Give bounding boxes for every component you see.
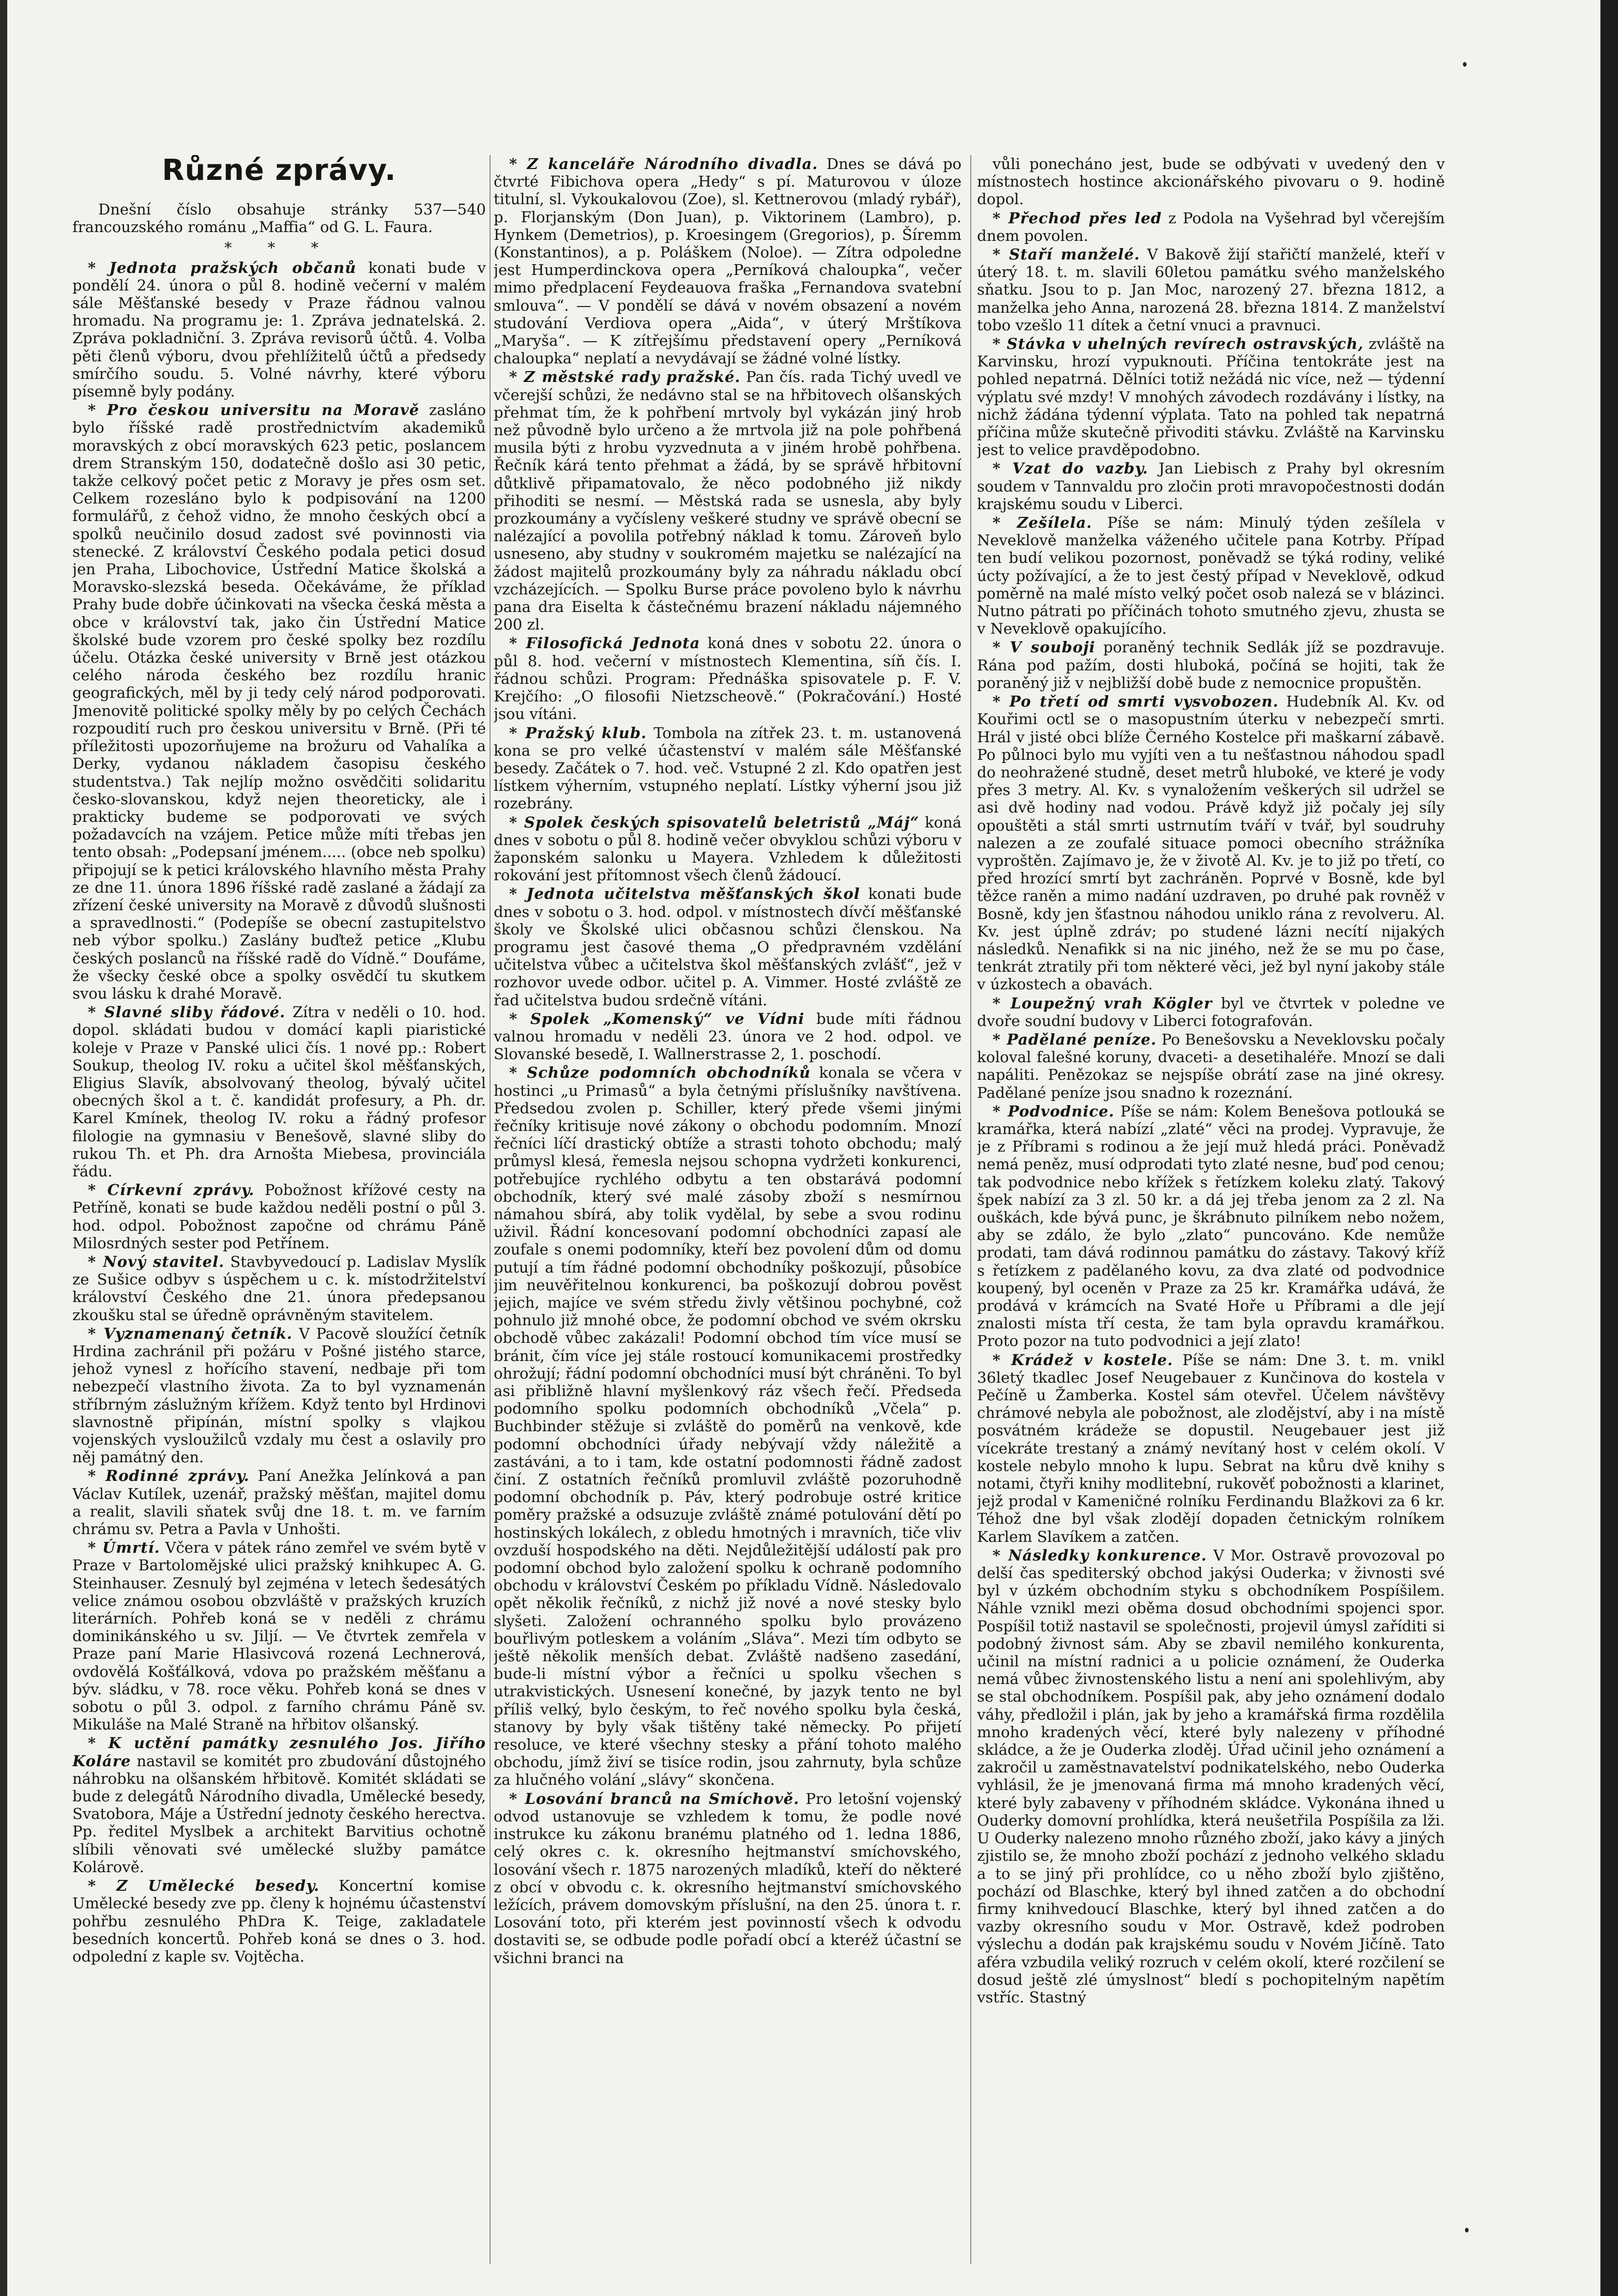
news-item-text: byl ve čtvrtek v poledne ve dvoře soudní budovy v Liberci fotografován. <box>977 994 1445 1030</box>
news-item <box>72 1181 486 1252</box>
column-1 <box>72 155 486 2264</box>
news-item-text: Stavbyvedoucí p. Ladislav Myslík ze Sušice odbyv s úspěchem u c. k. místodržitelství království Českého dne 21. února předepsanou zkoušku stal se úředně oprávněným stavitelem. <box>72 1252 486 1324</box>
news-item-text: Pro letošní vojenský odvod ustanovuje se vzhledem k tomu, že podle nové instrukce ku zákonu branému platného od 1. ledna 1886, celý okres c. k. okresního hejtmanství smíchovského, losování všech r. 1875 narozených mladíků, kteří do některé z obcí v obvodu c. k. okresního hejtmanství smíchovského ležících, právem domovským příslušní, na den 25. února t. r. Losování toto, při kterém jest povinností všech k odvodu dostaviti se, se odbude podle pořadí obcí a kteréž účastní se všichni branci na <box>494 1789 961 1967</box>
news-item <box>977 1547 1445 2006</box>
news-item <box>977 209 1445 244</box>
news-item <box>977 335 1445 458</box>
news-item <box>72 1877 486 1965</box>
news-item-text: koná dnes v sobotu o půl 8. hodině večer obvyklou schůzi výboru v žaponském salonku u Mayera. Vzhledem k důležitosti rokování jest přítomnost všech členů žádoucí. <box>494 813 961 884</box>
news-item-heading: * Z městské rady pražské. <box>509 368 741 386</box>
news-item-heading: * Krádež v kostele. <box>993 1351 1173 1369</box>
news-item-heading: * Církevní zprávy. <box>88 1181 255 1199</box>
news-item <box>72 401 486 1002</box>
news-item-heading: * Z Umělecké besedy. <box>88 1877 319 1895</box>
news-item <box>72 1734 486 1876</box>
news-item-text: poraněný technik Sedlák jíž se pozdravuje. Rána pod pažím, dosti hluboká, počíná se hojiti, tak že poraněný již v nejbližší době bude z nemocnice propuštěn. <box>977 638 1445 692</box>
news-item-text: V Mor. Ostravě provozoval po delší čas spediterský obchod jakýsi Ouderka; v živnosti své byl v úzkém obchodním styku s obchodníkem Pospíšilem. Náhle vznikl mezi oběma dosud obchodními spojenci spor. Pospíšil totiž nastavil se společnosti, projevil úmysl zaříditi si podobný živnost sám. Aby se zbavil nemilého konkurenta, učinil na místní radnici a u policie oznámení, že Ouderka nemá vůbec živnostenského listu a není ani spolehlivým, aby se stal obchodníkem. Pospíšil pak, aby jeho oznámení dodalo váhy, předložil i plán, jak by jeho a kramářská firma rozdělila mnoho kradených věcí, které byly nalezeny v příhodné skládce, a že je Ouderka zloděj. Úřad učinil jeho oznámení a zakročil u zaměstnavatelství podnikatelského, nebo Ouderka vyhlásil, že je jmenovaná firma má mnoho kradených věcí, které byly zabaveny v příhodném skládce. Vykonána ihned u Ouderky domovní prohlídka, která neušetřila Pospíšila za lži. U Ouderky nalezeno mnoho různého zboží, jako kávy a jiných zjistilo se, že mnoho zboží pochází z jednoho velkého skladu a to se jiný při prohlídce, co u něho zboží bylo zjištěno, pochází od Blaschke, který byl ihned zatčen a do obchodní firmy knihvedoucí Blaschke, který byl ihned zatčen a do vazby okresního soudu v Mor. Ostravě, kdež podroben výslechu a dodán pak krajskému soudu v Novém Jičíně. Tato aféra vzbudila veliký rozruch v celém okolí, které rozčilení se dosud ještě zlé úmyslnost“ bledí s pochopitelným napětím vstříc. Stastný <box>977 1546 1445 2006</box>
news-item-heading: * Úmrtí. <box>88 1539 160 1557</box>
news-item-heading: * K uctění památky zesnulého Jos. Jiřího Koláre <box>72 1734 486 1770</box>
news-item <box>72 1539 486 1733</box>
news-item <box>72 259 486 401</box>
column-2 <box>494 155 961 2264</box>
news-item <box>977 514 1445 637</box>
news-item <box>494 1010 961 1063</box>
news-item-text: V Pacově sloužící četník Hrdina zachránil při požáru v Pošné jistého starce, jehož vynesl z hořícího stavení, nedbaje při tom nebezpečí vlastního života. Za to byl vyznamenán stříbrným záslužným křížem. Když tento byl Hrdinovi slavnostně připínán, místní spolky s vlajkou vojenských vysloužilců vzdaly mu čest a oslavily pro něj památný den. <box>72 1324 486 1466</box>
news-item-heading: * Následky konkurence. <box>993 1546 1207 1564</box>
column-3-items <box>977 155 1445 2006</box>
column-rule <box>490 155 491 2264</box>
news-item-text: zasláno bylo říšské radě prostřednictvím akademiků moravských z obcí moravských 623 petic, poslancem drem Stranským 150, dodatečně došlo asi 30 petic, takže celkový počet petic z Moravy je přes osm set. Celkem rozesláno bylo k podpisování na 1200 formulářů, z čehož vidno, že mnoho českých obcí a spolků neučinilo dosud zadost své povinnosti via stenecké. Z království Českého podala petici dosud jen Praha, Libochovice, Ústřední Matice školská a Moravsko-slezská beseda. Očekáváme, že příklad Prahy bude dobře účinkovati na všecka česká města a obce v království tak, jako čin Ústřední Matice školské bude vzorem pro české spolky bez rozdílu účelu. Otázka české university v Brně jest otázkou celého národa českého bez rozdílu hranic geografických, měl by ji tedy celý národ podporovati. Jmenovitě politické spolky měly by po celých Čechách rozpoudití ruch pro českou universitu v Brně. (Při té příležitosti upozorňujeme na brožuru od Vahalíka a Derky, vydanou nákladem časopisu českého studentstva.) Tak nejlíp možno osvědčiti solidaritu česko-slovanskou, když nejen theoreticky, ale i prakticky budeme se podporovati ve svých požadavcích na vzájem. Petice může míti třebas jen tento obsah: „Podepsaní jménem..... (obce neb spolku) připojují se k petici královského hlavního města Prahy ze dne 11. února 1896 říšské radě zaslané a žádají za zřízení české university na Moravě z důvodů slušnosti a spravedlnosti.“ (Podepíše se obecní zastupitelstvo neb výbor spolku.) Zaslány buďtež petice „Klubu českých poslanců na říšské radě do Vídně.“ Doufáme, že všecky české obce a spolky osvědčí tu skutkem svou lásku k drahé Moravě. <box>72 401 486 1002</box>
news-item-heading: * Z kanceláře Národního divadla. <box>509 155 818 173</box>
news-item-heading: * Zešílela. <box>993 514 1092 532</box>
news-item <box>72 1467 486 1538</box>
news-item-text: Pan čís. rada Tichý uvedl ve včerejší schůzi, že nedávno stal se na hřbitovech olšanských přehmat tím, že k pohřbení mrtvoly byl vykázán jiný hrob než původně bylo určeno a že mrtvola již na pole pohřbená musila býti z hrobu vyzvednuta a v jiném hrobě pohřbena. Řečník kárá tento přehmat a žádá, by se správě hřbitovní důtklivě připamatovalo, že něco podobného již nikdy přihoditi se nesmí. — Městská rada se usnesla, aby byly prozkoumány a vyčísleny veškeré studny ve správě obecní se nalézající a povolila potřebný náklad k tomu. Zároveň bylo usneseno, aby studny v soukromém majetku se nalézající na žádost majitelů prozkoumány byly za náhradu nákladu obcí vzcházejících. — Spolku Burse práce povoleno bylo k návrhu pana dra Eiselta k částečnému brazení nákladu nájemného 200 zl. <box>494 368 961 634</box>
news-item-heading: * Spolek „Komenský“ ve Vídni <box>509 1009 805 1028</box>
news-item-text: konala se včera v hostinci „u Primasů“ a byla četnými příslušníky navštívena. Předsedou zvolen p. Schiller, který přede všemi jinými řečníky kritisuje nové zákony o obchodu podomním. Mnozí řečníci líčí drastický obtíže a strasti tohoto obchodu; malý průmysl klesá, řemesla nejsou schopna vydržeti konkurenci, potřebujíce rychlého odbytu a ten obstarává podomní obchodník, který své malé zásoby zboží s nesmírnou námahou sbírá, aby tolik vydělal, by sebe a svou rodinu uživil. Řádní koncesovaní podomní obchodníci zapasí ale zoufale s onemi podomníky, kteří bez povolení dům od domu putují a tím řádné podomní obchodníky poškozují, působíce jim neuvěřitelnou konkurenci, ba poškozují dobrou pověst jejich, majíce ve svém středu živly většinou pochybné, což pohnulo již mnohé obce, že podomní obchod ve svém okrsku obchodě vůbec zakázali! Podomní obchod tím více musí se bránit, čím více jej stále rostoucí komunikacemi prostředky ohrožují; řádní podomní obchodníci musí být chráněni. To byl asi přibližně hlavní myšlenkový ráz všech řečí. Předseda podomního spolku podomních obchodníků „Včela“ p. Buchbinder stěžuje si zvláště do poměrů na venkově, kde podomní obchodníci úřady nebývají vždy náležitě a zastáváni, a to i tam, kde ostatní podomnosti řádně zadost činí. Z ostatních řečníků promluvil zvláště pozoruhodně podomní obchodník p. Páv, který podrobuje ostré kritice poměry pražské a odsuzuje zvláště známé potulování dětí po hostinských lokálech, z obledu hmotných i mravních, tiče vliv ovzduší hospodského na děti. Nejdůležitější událostí pak pro podomní obchod bylo založení spolku k ochraně podomního obchodu v království Českém po příkladu Vídně. Následovalo opět několik řečníků, z nichž již nové a nové stesky bylo slyšeti. Založení ochranného spolku bylo provázeno bouřlivým potleskem a voláním „Sláva“. Mezi tím odbyto se ještě několik menších debat. Zvláště nadšeno zasedání, bude-li místní výbor a řečníci u spolku všechen s utrakvistických. Usnesení konečné, by jazyk tento ne byl příliš velký, bylo českým, to řeč nového spolku byla česká, stanovy by byly však tištěny také německy. Po přijetí resoluce, ve které všechny stesky a přání tohoto malého obchodu, jímž živí se tisíce rodin, jsou zahrnuty, byla schůze za hlučného volání „slávy“ skončena. <box>494 1064 961 1789</box>
news-item-text: V Bakově žijí stařičtí manželé, kteří v úterý 18. t. m. slavili 60letou památku svého manželského sňatku. Jsou to p. Jan Moc, narozený 27. března 1812, a manželka jeho Anna, narozená 28. března 1814. Z manželství tobo vzešlo 11 dítek a četní vnuci a pravnuci. <box>977 246 1445 334</box>
news-item <box>494 155 961 367</box>
news-item-heading: * V souboji <box>993 638 1095 656</box>
news-item <box>977 460 1445 513</box>
news-item-heading: * Vyznamenaný četník. <box>88 1324 293 1342</box>
news-item-heading: * Padělané peníze. <box>993 1030 1157 1048</box>
news-item <box>494 885 961 1008</box>
news-item <box>977 693 1445 993</box>
news-item-text: bude míti řádnou valnou hromadu v neděli 23. února ve 2 hod. odpol. ve Slovanské besedě, I. Wallnerstrasse 2, 1. poschodí. <box>494 1009 961 1063</box>
news-item-heading: * Pražský klub. <box>509 724 647 742</box>
news-item <box>977 638 1445 692</box>
news-item <box>977 1351 1445 1545</box>
news-item-heading: * Schůze podomních obchodníků <box>509 1064 811 1082</box>
news-item-heading: * Pro českou universitu na Moravě <box>88 401 420 419</box>
news-item <box>494 1064 961 1788</box>
news-item <box>494 814 961 884</box>
column-1-items <box>72 259 486 1966</box>
news-item-text: konati bude v pondělí 24. února o půl 8. hodině večerní v malém sále Měšťanské besedy v Praze řádnou valnou hromadu. Na programu je: 1. Zpráva jednatelská. 2. Zpráva pokladniční. 3. Zpráva revisorů účtů. 4. Volba pěti členů výboru, dvou přehlížitelů účtů a předsedy smírčího soudu. 5. Volné návrhy, které výboru písemně byly podány. <box>72 258 486 401</box>
news-item <box>494 724 961 813</box>
news-item-heading: * Losování branců na Smíchově. <box>509 1789 800 1808</box>
news-item-heading: * Spolek českých spisovatelů beletristů „Máj“ <box>509 813 920 831</box>
scan-speck <box>1465 2228 1469 2232</box>
news-item-text: zvláště na Karvinsku, hrozí vypuknouti. Příčina tentokráte jest na pohled nepatrná. Dělníci totiž nežádá nic více, než — týdenní výplatu své mzdy! V mnohých závodech rozdávány i lístky, na nichž žádána týdenní výplata. Tato na pohled tak nepatrná příčina může skutečně přivoditi stávku. Zvláště na Karvinsku jest to velice pravděpodobno. <box>977 335 1445 459</box>
news-item-heading: * Jednota učitelstva měšťanských škol <box>509 885 860 903</box>
news-item-heading: * Filosofická Jednota <box>509 634 700 652</box>
news-item-heading: * Podvodnice. <box>993 1102 1115 1120</box>
news-item-heading: * Jednota pražských občanů <box>88 258 357 277</box>
news-item <box>977 1031 1445 1101</box>
news-item-heading: * Přechod přes led <box>993 209 1162 227</box>
news-item-text: Zítra v neděli o 10. hod. dopol. skládati budou v domácí kapli piaristické koleje v Praze v Panské ulici čís. 1 nové pp.: Robert Soukup, theolog IV. roku a učitel škol měšťanských, Eligius Slavík, absolvovaný theolog, bývalý učitel obecných škol a t. č. kandidát profesury, a Ph. dr. Karel Kmínek, theolog IV. roku a řádný profesor filologie na gymnasiu v Benešově, slavné sliby do rukou Th. et Ph. dra Arnošta Miebesa, provinciála řádu. <box>72 1003 486 1180</box>
news-item <box>72 1253 486 1324</box>
column-2-items <box>494 155 961 1967</box>
news-item-heading: * Nový stavitel. <box>88 1252 225 1271</box>
news-item-heading: * Rodinné zprávy. <box>88 1467 250 1485</box>
column-rule <box>970 155 971 2264</box>
news-item-text: Hudebník Al. Kv. od Kouřimi octl se o masopustním úterku v nebezpečí smrti. Hrál v jisté obci blíže Černého Kostelce při maškarní zábavě. Po půlnoci bylo mu vyjíti ven a tu nešťastnou náhodou spadl do neohražené studně, deset metrů hluboké, ve které je vody přes 3 metry. Al. Kv. s vynaložením veškerých sil udržel se asi dvě hodiny nad vodou. Právě když již počaly jej síly opouštěti a stál smrti ustrnutím tváří v tvář, byl soudruhy nalezen a ze zoufalé situace pomoci obecního strážníka vyproštěn. Zajímavo je, že v životě Al. Kv. je to již po třetí, co před hrozící smrtí byt zachráněn. Poprvé v Bosně, kde byl těžce raněn a mimo nadání uzdraven, po druhé pak rovněž v Bosně, kdy jen šťastnou náhodou uniklo rána z revolveru. Al. Kv. jest úplně zdráv; po studené lázni necítí nijakých následků. Nenafikk si na nic jiného, než že se mu po čase, tenkrát ztratily při tom některé věci, jež byl nyní jakoby stále v úzkostech a obavách. <box>977 693 1445 993</box>
news-item <box>494 634 961 723</box>
news-item <box>977 994 1445 1030</box>
lead-paragraph: Dnešní číslo obsahuje stránky 537—540 francouzského románu „Maffia“ od G. L. Faura. <box>72 201 486 236</box>
news-item-heading: * Staří manželé. <box>993 246 1140 264</box>
news-item-text: nastavil se komitét pro zbudování důstojného náhrobku na olšanském hřbitově. Komitét skládati se bude z delegátů Národního divadla, Umělecké besedy, Svatobora, Máje a Ústřední jednoty českého herectva. Pp. ředitel Myslbek a architekt Barvitius ochotně slíbili věnovati své umělecké služby památce Kolárově. <box>72 1752 486 1876</box>
news-item-heading: * Slavné sliby řádové. <box>88 1003 286 1021</box>
scan-edge-left <box>0 0 7 2296</box>
news-item-text: Tombola na zítřek 23. t. m. ustanovená kona se pro velké účastenství v malém sále Měšťanské besedy. Začátek o 7. hod. več. Vstupné 2 zl. Kdo opatřen jest lístkem výherním, vstupného neplatí. Lístky výherní jsou již rozebrány. <box>494 724 961 813</box>
news-item-text: konati bude dnes v sobotu o 3. hod. odpol. v místnostech dívčí měšťanské školy ve Školské ulici občasnou schůzi členskou. Na programu jest časové thema „O předpravném vzdělání učitelstva vůbec a učitelstva škol měšťanských zvlášť“, jež v rozhovor uvede odbor. učitel p. A. Vimmer. Hosté zvláště ze řad učitelstva budou srdečně vítáni. <box>494 885 961 1009</box>
news-item <box>494 368 961 633</box>
news-item-text: Dnes se dává po čtvrté Fibichova opera „Hedy“ s pí. Maturovou v úloze titulní, sl. Vykoukalovou (Zoe), sl. Kettnerovou (mladý rybář), p. Florjanským (Don Juan), p. Viktorinem (Lambro), p. Hynkem (Demetrios), p. Kroesingem (Gregorios), p. Šíremm (Konstantinos), a p. Poláškem (Noloe). — Zítra odpoledne jest Humperdinckova opera „Perníková chaloupka“, večer mimo předplacení Feydeauova fraška „Fernandova svatební smlouva“. — V pondělí se dává v novém obsazení a novém studování Verdiova opera „Aida“, v úterý Mrštíkova „Maryša“. — K zítřejšímu představení opery „Perníková chaloupka“ neplatí a nevydávají se žádné volné lístky. <box>494 155 961 368</box>
scan-edge-right <box>1600 0 1618 2296</box>
news-item <box>494 1790 961 1967</box>
column-3 <box>977 155 1445 2264</box>
news-item-heading: * Loupežný vrah Kögler <box>993 994 1213 1012</box>
scan-speck <box>1463 62 1467 67</box>
news-item-text: Píše se nám: Dne 3. t. m. vnikl 36letý tkadlec Josef Neugebauer z Kunčinova do kostela v Pečíně u Žamberka. Kostel sám otevřel. Účelem návštěvy chrámové nebyla ale pobožnost, ale zlodějství, aby i na místě posvátném krádeže se dopustil. Neugebauer jest již vícekráte trestaný a známý nevítaný host v celém okolí. V kostele nebylo mnoho k lupu. Sebrat na kůru dvě knihy s notami, čtyři knihy modlitební, rukověť pobožnosti a klarinet, jejž prodal v Kameničné rolníku Ferdinandu Blažkovi za 6 kr. Téhož dne byl však zlodějí dopaden četnickým rolníkem Karlem Slavíkem a zatčen. <box>977 1351 1445 1545</box>
news-item-text: Koncertní komise Umělecké besedy zve pp. členy k hojnému účastenství pohřbu zesnulého PhDra K. Teige, zakladatele besedních koncertů. Pohřeb koná se dnes o 3. hod. odpolední z kaple sv. Vojtěcha. <box>72 1877 486 1965</box>
news-item-text: Pobožnost křížové cesty na Petříně, konati se bude každou neděli postní o půl 3. hod. odpol. Pobožnost započne od chrámu Páně Milosrdných sester pod Petřínem. <box>72 1181 486 1252</box>
news-item-heading: * Stávka v uhelných revírech ostravských, <box>993 335 1364 353</box>
news-item-heading: * Po třetí od smrti vysvobozen. <box>993 693 1279 711</box>
news-item <box>977 155 1445 208</box>
news-item <box>72 1325 486 1466</box>
section-title: Různé zprávy. <box>162 155 396 187</box>
news-item-text: koná dnes v sobotu 22. února o půl 8. hod. večerní v místnostech Klementina, síň čís. I. řádnou schůzi. Program: Přednáška spisovatele p. F. V. Krejčího: „O filosofii Nietzscheově.“ (Pokračování.) Hosté jsou vítáni. <box>494 634 961 723</box>
news-item-text: vůli ponecháno jest, bude se odbývati v uvedený den v místnostech hostince akcionářského pivovaru o 9. hodině dopol. <box>977 155 1445 208</box>
divider-asterisks: * * * <box>224 239 334 257</box>
news-item-text: Po Benešovsku a Neveklovsku počaly koloval falešné koruny, dvaceti- a desetihaléře. Mnozí se dali napáliti. Penězokaz se nejspíše obrátí zase na jiné okresy. Padělané peníze jsou snadno k rozeznání. <box>977 1030 1445 1101</box>
news-item-text: Píše se nám: Kolem Benešova potlouká se kramářka, která nabízí „zlaté“ věci na prodej. Vypravuje, že je z Příbrami s rodinou a že její muž hledá práci. Poněvadž nemá peněz, musí odprodati tyto zlaté nesne, buď pod cenou; tak podvodnice nebo křížek s řetízkem koleku zlatý. Takový špek nabízí za 3 zl. 50 kr. a dá jej třeba jenom za 2 zl. Na ouškách, kde bývá punc, je škrábnuto pilníkem nebo nožem, aby se zdálo, že bylo „zlato“ puncováno. Kde nemůže prodati, tam dává rodinnou památku do zástavy. Takový kříž s řetízkem z padělaného kovu, za dva zlaté od podvodnice koupený, byl oceněn v Praze za 25 kr. Kramářka udává, že prodává v krámcích na Svaté Hoře u Příbrami a dle její znalosti místa tří cesta, že tam byla opravdu kramářkou. Proto pozor na tuto podvodnici a její zlato! <box>977 1102 1445 1350</box>
news-item-text: Jan Liebisch z Prahy byl okresním soudem v Tannvaldu pro zločin proti mravopočestnosti dodán krajskému soudu v Liberci. <box>977 460 1445 513</box>
news-item-heading: * Vzat do vazby. <box>993 460 1149 478</box>
news-item-text: Paní Anežka Jelínková a pan Václav Kutílek, uzenář, pražský měšťan, majitel domu a realit, slavili sňatek svůj dne 18. t. m. ve farním chrámu sv. Petra a Pavla v Unhošti. <box>72 1467 486 1538</box>
news-item <box>72 1003 486 1180</box>
news-item <box>977 1103 1445 1350</box>
news-item-text: Včera v pátek ráno zemřel ve svém bytě v Praze v Bartolomějské ulici pražský knihkupec A. G. Steinhauser. Zesnulý byl zejména v letech šedesátých velice známou osobou obzvláště v pražských kruzích literárních. Pohřeb koná se v neděli z chrámu dominikánského u sv. Jiljí. — Ve čtvrtek zemřela v Praze paní Marie Hlasivcová rozená Lechnerová, ovdovělá Košťálková, vdova po pražském měšťanu a býv. sládku, v 78. roce věku. Pohřeb koná se dnes v sobotu o půl 3. odpol. z farního chrámu Páně sv. Mikuláše na Malé Straně na hřbitov olšanský. <box>72 1539 486 1734</box>
news-item-text: Píše se nám: Minulý týden zešílela v Neveklově manželka váženého učitele pana Kotrby. Případ ten budí velikou pozornost, poněvadž se týká rodiny, veliké úcty požívající, a že to jest čestý případ v Neveklově, odkud poměrně na malé místo velký počet osob nalezá se v blázinci. Nutno pátrati po příčinách tohoto smutného zjevu, zhusta se v Neveklově opakujícího. <box>977 514 1445 638</box>
news-item <box>977 246 1445 334</box>
news-item-text: z Podola na Vyšehrad byl včerejším dnem povolen. <box>977 209 1445 244</box>
